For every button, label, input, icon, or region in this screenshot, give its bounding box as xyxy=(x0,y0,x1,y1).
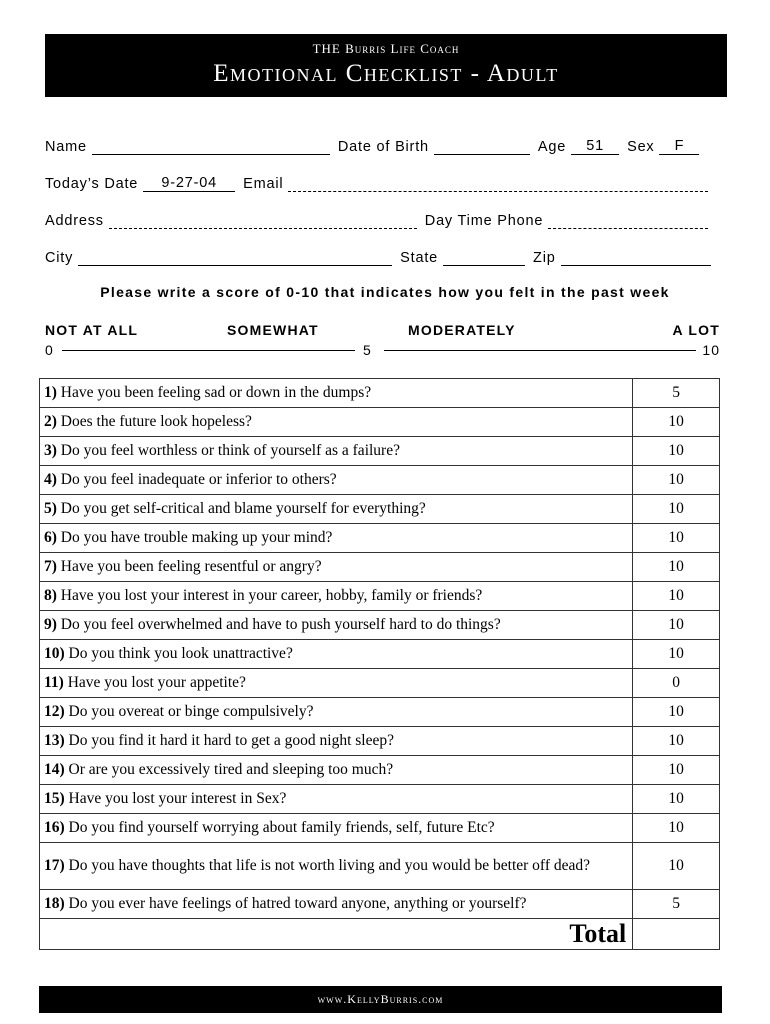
day-phone-label: Day Time Phone xyxy=(424,213,544,229)
question-text: Do you think you look unattractive? xyxy=(64,645,293,662)
question-text-cell xyxy=(40,437,633,466)
question-number: 15) xyxy=(44,790,65,807)
question-row xyxy=(40,408,720,437)
question-row xyxy=(40,611,720,640)
question-number: 11) xyxy=(44,674,64,691)
address-label: Address xyxy=(45,213,104,229)
question-text: Have you lost your interest in Sex? xyxy=(64,790,287,807)
question-row xyxy=(40,582,720,611)
question-score[interactable]: 10 xyxy=(633,640,720,669)
question-number: 1) xyxy=(44,384,57,401)
zip-label: Zip xyxy=(533,250,556,266)
sex-label: Sex xyxy=(627,139,655,155)
question-text: Have you lost your interest in your career, hobby, family or friends? xyxy=(56,587,483,604)
scale-a-lot: A LOT xyxy=(672,322,720,338)
question-row xyxy=(40,814,720,843)
question-score[interactable]: 5 xyxy=(633,379,720,408)
name-label: Name xyxy=(45,139,87,155)
total-row xyxy=(40,919,720,950)
question-row xyxy=(40,640,720,669)
question-text: Have you lost your appetite? xyxy=(63,674,246,691)
question-text: Do you have thoughts that life is not worth living and you would be better off dead? xyxy=(64,857,590,874)
question-text-cell xyxy=(40,640,633,669)
question-text-cell xyxy=(40,495,633,524)
question-score[interactable]: 10 xyxy=(633,698,720,727)
state-field[interactable] xyxy=(443,249,525,266)
scale-numbers xyxy=(45,342,720,360)
question-text-cell xyxy=(40,582,633,611)
age-label: Age xyxy=(537,139,567,155)
question-text-cell xyxy=(40,408,633,437)
question-score[interactable]: 10 xyxy=(633,611,720,640)
question-row xyxy=(40,466,720,495)
question-text: Do you have trouble making up your mind? xyxy=(56,529,333,546)
city-label: City xyxy=(45,250,74,266)
form-row-city xyxy=(45,246,725,266)
dob-label: Date of Birth xyxy=(337,139,429,155)
question-number: 9) xyxy=(44,616,57,633)
question-score[interactable]: 10 xyxy=(633,582,720,611)
question-row xyxy=(40,843,720,890)
question-number: 2) xyxy=(44,413,57,430)
question-text-cell xyxy=(40,785,633,814)
state-label: State xyxy=(400,250,439,266)
city-field[interactable] xyxy=(78,249,392,266)
scale-labels xyxy=(45,322,720,340)
question-row xyxy=(40,437,720,466)
question-text: Do you feel inadequate or inferior to others? xyxy=(56,471,337,488)
zip-field[interactable] xyxy=(561,249,711,266)
question-score[interactable]: 0 xyxy=(633,669,720,698)
document-header xyxy=(45,34,727,97)
question-score[interactable]: 10 xyxy=(633,466,720,495)
question-text: Does the future look hopeless? xyxy=(56,413,252,430)
question-number: 13) xyxy=(44,732,65,749)
question-score[interactable]: 10 xyxy=(633,524,720,553)
email-field[interactable] xyxy=(288,175,708,192)
question-text: Have you been feeling sad or down in the dumps? xyxy=(56,384,372,401)
dob-field[interactable] xyxy=(434,138,530,155)
question-number: 10) xyxy=(44,645,65,662)
question-text-cell xyxy=(40,814,633,843)
question-number: 16) xyxy=(44,819,65,836)
scale-line-left xyxy=(62,350,355,351)
footer-url: www.KellyBurris.com xyxy=(39,986,722,1013)
total-label: Total xyxy=(40,919,633,950)
question-number: 8) xyxy=(44,587,57,604)
question-number: 12) xyxy=(44,703,65,720)
question-text-cell xyxy=(40,727,633,756)
scale-somewhat: SOMEWHAT xyxy=(227,322,319,338)
question-text-cell xyxy=(40,698,633,727)
question-row xyxy=(40,756,720,785)
question-text-cell xyxy=(40,890,633,919)
question-text: Or are you excessively tired and sleeping too much? xyxy=(64,761,394,778)
question-text-cell xyxy=(40,843,633,890)
question-row xyxy=(40,524,720,553)
questions-table xyxy=(39,378,720,950)
instruction-text: Please write a score of 0-10 that indicates how you felt in the past week xyxy=(100,284,670,300)
question-text-cell xyxy=(40,379,633,408)
question-row xyxy=(40,553,720,582)
question-row xyxy=(40,698,720,727)
todays-date-label: Today’s Date xyxy=(45,176,139,192)
scale-moderately: MODERATELY xyxy=(408,322,516,338)
question-score[interactable]: 10 xyxy=(633,814,720,843)
question-score[interactable]: 10 xyxy=(633,756,720,785)
question-row xyxy=(40,890,720,919)
question-number: 7) xyxy=(44,558,57,575)
question-text-cell xyxy=(40,466,633,495)
question-score[interactable]: 10 xyxy=(633,727,720,756)
question-text: Have you been feeling resentful or angry? xyxy=(56,558,322,575)
form-row-address xyxy=(45,209,725,229)
question-number: 6) xyxy=(44,529,57,546)
scale-line-right xyxy=(384,350,696,351)
question-number: 17) xyxy=(44,857,65,874)
question-text-cell xyxy=(40,524,633,553)
question-text: Do you find yourself worrying about family friends, self, future Etc? xyxy=(64,819,495,836)
age-field[interactable]: 51 xyxy=(571,138,619,155)
question-score[interactable]: 10 xyxy=(633,785,720,814)
question-number: 18) xyxy=(44,895,65,912)
total-score[interactable] xyxy=(633,919,720,950)
question-number: 3) xyxy=(44,442,57,459)
question-row xyxy=(40,727,720,756)
question-number: 5) xyxy=(44,500,57,517)
question-row xyxy=(40,379,720,408)
question-text: Do you find it hard it hard to get a good night sleep? xyxy=(64,732,394,749)
question-text-cell xyxy=(40,756,633,785)
question-score[interactable]: 10 xyxy=(633,843,720,890)
question-score[interactable]: 10 xyxy=(633,495,720,524)
form-row-name xyxy=(45,135,725,155)
form-row-date xyxy=(45,172,725,192)
email-label: Email xyxy=(243,176,284,192)
question-text: Do you feel worthless or think of yourself as a failure? xyxy=(56,442,400,459)
sex-field[interactable]: F xyxy=(659,138,699,155)
question-text: Do you overeat or binge compulsively? xyxy=(64,703,314,720)
question-text-cell xyxy=(40,611,633,640)
header-subtitle: THE Burris Life Coach xyxy=(312,41,460,56)
question-text: Do you feel overwhelmed and have to push yourself hard to do things? xyxy=(56,616,501,633)
address-field[interactable] xyxy=(109,212,417,229)
question-score[interactable]: 5 xyxy=(633,890,720,919)
header-title: Emotional Checklist - Adult xyxy=(213,60,559,87)
scale-max: 10 xyxy=(702,342,720,358)
question-row xyxy=(40,669,720,698)
question-text-cell xyxy=(40,553,633,582)
question-row xyxy=(40,495,720,524)
question-score[interactable]: 10 xyxy=(633,553,720,582)
question-score[interactable]: 10 xyxy=(633,408,720,437)
scale-min: 0 xyxy=(45,342,54,358)
question-text-cell xyxy=(40,669,633,698)
question-text: Do you get self-critical and blame yourself for everything? xyxy=(56,500,426,517)
question-text: Do you ever have feelings of hatred toward anyone, anything or yourself? xyxy=(64,895,527,912)
question-row xyxy=(40,785,720,814)
scale-mid: 5 xyxy=(363,342,372,358)
scale-not-at-all: NOT AT ALL xyxy=(45,322,139,338)
name-field[interactable] xyxy=(92,138,330,155)
question-score[interactable]: 10 xyxy=(633,437,720,466)
question-number: 4) xyxy=(44,471,57,488)
todays-date-field[interactable]: 9-27-04 xyxy=(143,175,235,192)
question-number: 14) xyxy=(44,761,65,778)
day-phone-field[interactable] xyxy=(548,212,708,229)
